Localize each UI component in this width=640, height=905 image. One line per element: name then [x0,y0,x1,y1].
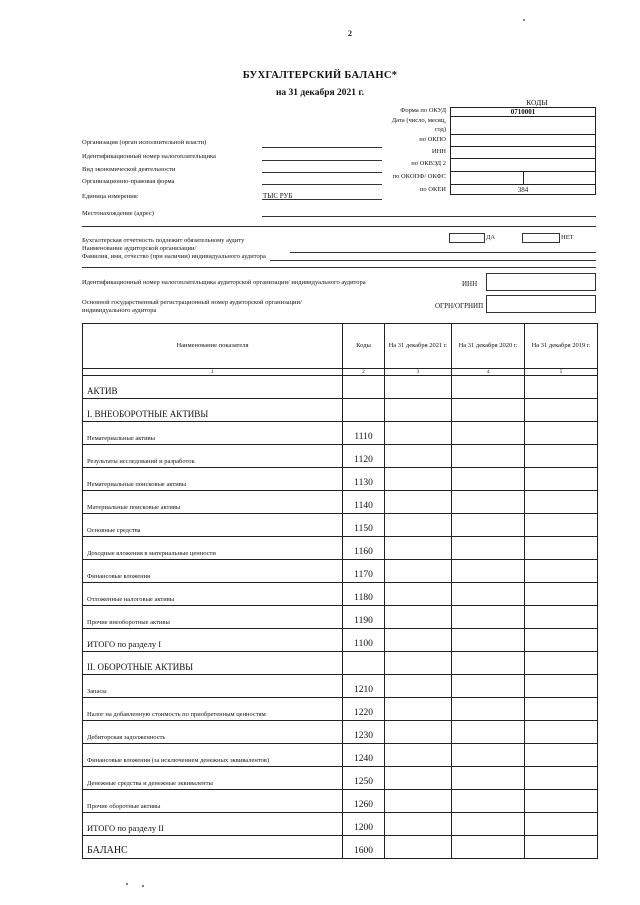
value-cell[interactable] [525,606,598,629]
row-name: ИТОГО по разделу I [83,629,343,652]
organization-line[interactable] [262,147,382,148]
row-code: 1250 [343,767,385,790]
row-code: 1170 [343,560,385,583]
value-cell[interactable] [452,468,525,491]
value-cell[interactable] [385,721,452,744]
header-year-2019: На 31 декабря 2019 г. [525,324,598,369]
table-row [83,468,598,491]
auditor-name-label: Фамилия, имя, отчество (при наличии) индивидуального аудитора [82,253,266,260]
table-row [83,606,598,629]
value-cell[interactable] [385,698,452,721]
value-cell[interactable] [385,606,452,629]
audit-yes-checkbox[interactable] [449,233,485,243]
value-cell[interactable] [385,514,452,537]
table-row [83,790,598,813]
row-name: Нематериальные поисковые активы [83,468,343,491]
okpo-value[interactable] [451,135,595,147]
value-cell[interactable] [385,468,452,491]
value-cell[interactable] [452,422,525,445]
row-code: 1160 [343,537,385,560]
value-cell[interactable] [525,767,598,790]
value-cell[interactable] [525,629,598,652]
table-row [83,514,598,537]
auditor-ogrn-short-label: ОГРН/ОГРНИП [435,302,484,310]
value-cell[interactable] [525,583,598,606]
scan-speck [523,19,525,21]
okved-label: по ОКВЭД 2 [411,160,446,167]
value-cell[interactable] [452,675,525,698]
row-code: 1100 [343,629,385,652]
value-cell[interactable] [385,560,452,583]
value-cell[interactable] [525,537,598,560]
row-code: 1200 [343,813,385,836]
row-name: Дебиторская задолженность [83,721,343,744]
value-cell[interactable] [452,491,525,514]
value-cell[interactable] [385,790,452,813]
row-name: Прочие внеоборотные активы [83,606,343,629]
row-name: Материальные поисковые активы [83,491,343,514]
row-code: 1150 [343,514,385,537]
activity-line[interactable] [262,172,382,173]
row-name: Доходные вложения в материальные ценности [83,537,343,560]
assets-heading: АКТИВ [83,376,343,399]
value-cell[interactable] [452,836,525,859]
value-cell[interactable] [385,836,452,859]
row-name: БАЛАНС [83,836,343,859]
inn-label: ИНН [431,148,446,155]
value-cell[interactable] [525,468,598,491]
value-cell[interactable] [452,721,525,744]
row-name: Налог на добавленную стоимость по приобретенным ценностям [83,698,343,721]
value-cell[interactable] [452,445,525,468]
inn-value[interactable] [451,147,595,159]
value-cell[interactable] [525,675,598,698]
okopf-label: по ОКОПФ/ ОКФС [392,173,446,180]
table-row [83,537,598,560]
codes-box [450,107,596,195]
value-cell[interactable] [525,445,598,468]
date-label-2: год) [434,126,446,133]
okei-label: по ОКЕИ [419,186,446,193]
table-row [83,767,598,790]
okei-value: 384 [517,186,529,194]
auditor-inn-short-label: ИНН [462,280,478,288]
row-code: 1190 [343,606,385,629]
value-cell[interactable] [525,514,598,537]
document-title: БУХГАЛТЕРСКИЙ БАЛАНС* [242,70,398,81]
date-label-1: Дата (число, месяц, [391,117,446,124]
legal-form-line[interactable] [262,184,382,185]
value-cell[interactable] [452,583,525,606]
section2-title: II. ОБОРОТНЫЕ АКТИВЫ [83,652,343,675]
okud-value: 0710001 [451,108,595,117]
value-cell[interactable] [385,491,452,514]
value-cell[interactable] [452,744,525,767]
value-cell[interactable] [452,813,525,836]
page-number: 2 [348,29,352,38]
row-name: Запасы [83,675,343,698]
balance-table [82,323,598,859]
value-cell[interactable] [525,744,598,767]
value-cell[interactable] [525,721,598,744]
row-name: Отложенные налоговые активы [83,583,343,606]
table-row [83,698,598,721]
value-cell[interactable] [525,422,598,445]
column-number: 4 [452,369,525,376]
scan-speck [142,885,144,887]
table-row [83,491,598,514]
row-name: Нематериальные активы [83,422,343,445]
activity-label: Вид экономической деятельности [82,166,176,173]
section1-total-row [83,629,598,652]
row-code: 1180 [343,583,385,606]
row-name: ИТОГО по разделу II [83,813,343,836]
unit-label: Единица измерения: [82,193,139,200]
table-row [83,445,598,468]
table-row [83,560,598,583]
table-row [83,744,598,767]
tax-id-line[interactable] [262,160,382,161]
value-cell[interactable] [452,560,525,583]
balance-row [83,836,598,859]
header-year-2021: На 31 декабря 2021 г. [385,324,452,369]
column-number: 2 [343,369,385,376]
legal-form-label: Организационно-правовая форма [82,178,175,185]
audit-no-checkbox[interactable] [522,233,560,243]
value-cell[interactable] [385,583,452,606]
value-cell[interactable] [452,514,525,537]
row-code: 1130 [343,468,385,491]
value-cell[interactable] [525,836,598,859]
value-cell[interactable] [385,675,452,698]
tax-id-label: Идентификационный номер налогоплательщика [82,153,216,160]
column-number: 3 [385,369,452,376]
table-row [83,675,598,698]
row-code: 1140 [343,491,385,514]
table-row [83,721,598,744]
location-label: Местонахождение (адрес) [82,210,154,217]
unit-line [262,199,382,200]
row-code: 1240 [343,744,385,767]
audit-yes-label: ДА [486,234,496,241]
audit-separator [82,267,596,268]
unit-value: ТЫС РУБ [263,192,293,200]
row-name: Денежные средства и денежные эквиваленты [83,767,343,790]
row-code: 1120 [343,445,385,468]
value-cell[interactable] [525,790,598,813]
row-name: Основные средства [83,514,343,537]
location-line[interactable] [262,216,596,217]
row-code: 1110 [343,422,385,445]
value-cell[interactable] [452,606,525,629]
row-code: 1230 [343,721,385,744]
location-line-2[interactable] [82,226,596,227]
auditor-ogrn-label-2: индивидуального аудитора [82,307,157,314]
value-cell[interactable] [385,744,452,767]
value-cell[interactable] [452,698,525,721]
okpo-label: по ОКПО [419,136,446,143]
row-code: 1600 [343,836,385,859]
row-code: 1220 [343,698,385,721]
document-subtitle: на 31 декабря 2021 г. [275,88,365,98]
auditor-name-line[interactable] [270,260,596,261]
row-name: Финансовые вложения (за исключением денежных эквивалентов) [83,744,343,767]
audit-org-name-label: Наименование аудиторской организации/ [82,245,197,252]
scan-speck [126,883,128,885]
value-cell[interactable] [452,629,525,652]
okved-value[interactable] [451,159,595,172]
auditor-ogrn-box[interactable] [486,295,596,313]
section2-total-row [83,813,598,836]
column-number: 5 [525,369,598,376]
value-cell[interactable] [525,813,598,836]
date-value[interactable] [451,117,595,135]
audit-subject-label: Бухгалтерская отчетность подлежит обязательному аудиту [82,237,245,244]
audit-no-label: НЕТ [561,234,574,241]
value-cell[interactable] [452,537,525,560]
value-cell[interactable] [385,445,452,468]
value-cell[interactable] [525,560,598,583]
value-cell[interactable] [385,422,452,445]
value-cell[interactable] [385,767,452,790]
row-name: Результаты исследований и разработок [83,445,343,468]
value-cell[interactable] [525,698,598,721]
row-code: 1210 [343,675,385,698]
row-code: 1260 [343,790,385,813]
column-number: 1 [83,369,343,376]
value-cell[interactable] [452,767,525,790]
okopf-value[interactable] [451,172,595,185]
value-cell[interactable] [452,790,525,813]
value-cell[interactable] [525,491,598,514]
table-row [83,583,598,606]
header-year-2020: На 31 декабря 2020 г. [452,324,525,369]
section1-title: I. ВНЕОБОРОТНЫЕ АКТИВЫ [83,399,343,422]
header-codes: Коды [343,324,385,369]
row-name: Прочие оборотные активы [83,790,343,813]
row-name: Финансовые вложения [83,560,343,583]
value-cell[interactable] [385,629,452,652]
codes-header: КОДЫ [526,98,548,107]
table-row [83,422,598,445]
auditor-ogrn-label-1: Основной государственный регистрационный номер аудиторской организации/ [82,299,302,306]
organization-label: Организация (орган исполнительной власти) [82,139,207,146]
header-indicator-name: Наименование показателя [83,324,343,369]
value-cell[interactable] [385,537,452,560]
audit-org-name-line[interactable] [290,252,596,253]
okud-label: Форма по ОКУД [400,107,446,114]
auditor-inn-box[interactable] [486,273,596,291]
value-cell[interactable] [385,813,452,836]
auditor-inn-label: Идентификационный номер налогоплательщика аудиторской организации/ индивидуального аудитора [82,279,366,286]
